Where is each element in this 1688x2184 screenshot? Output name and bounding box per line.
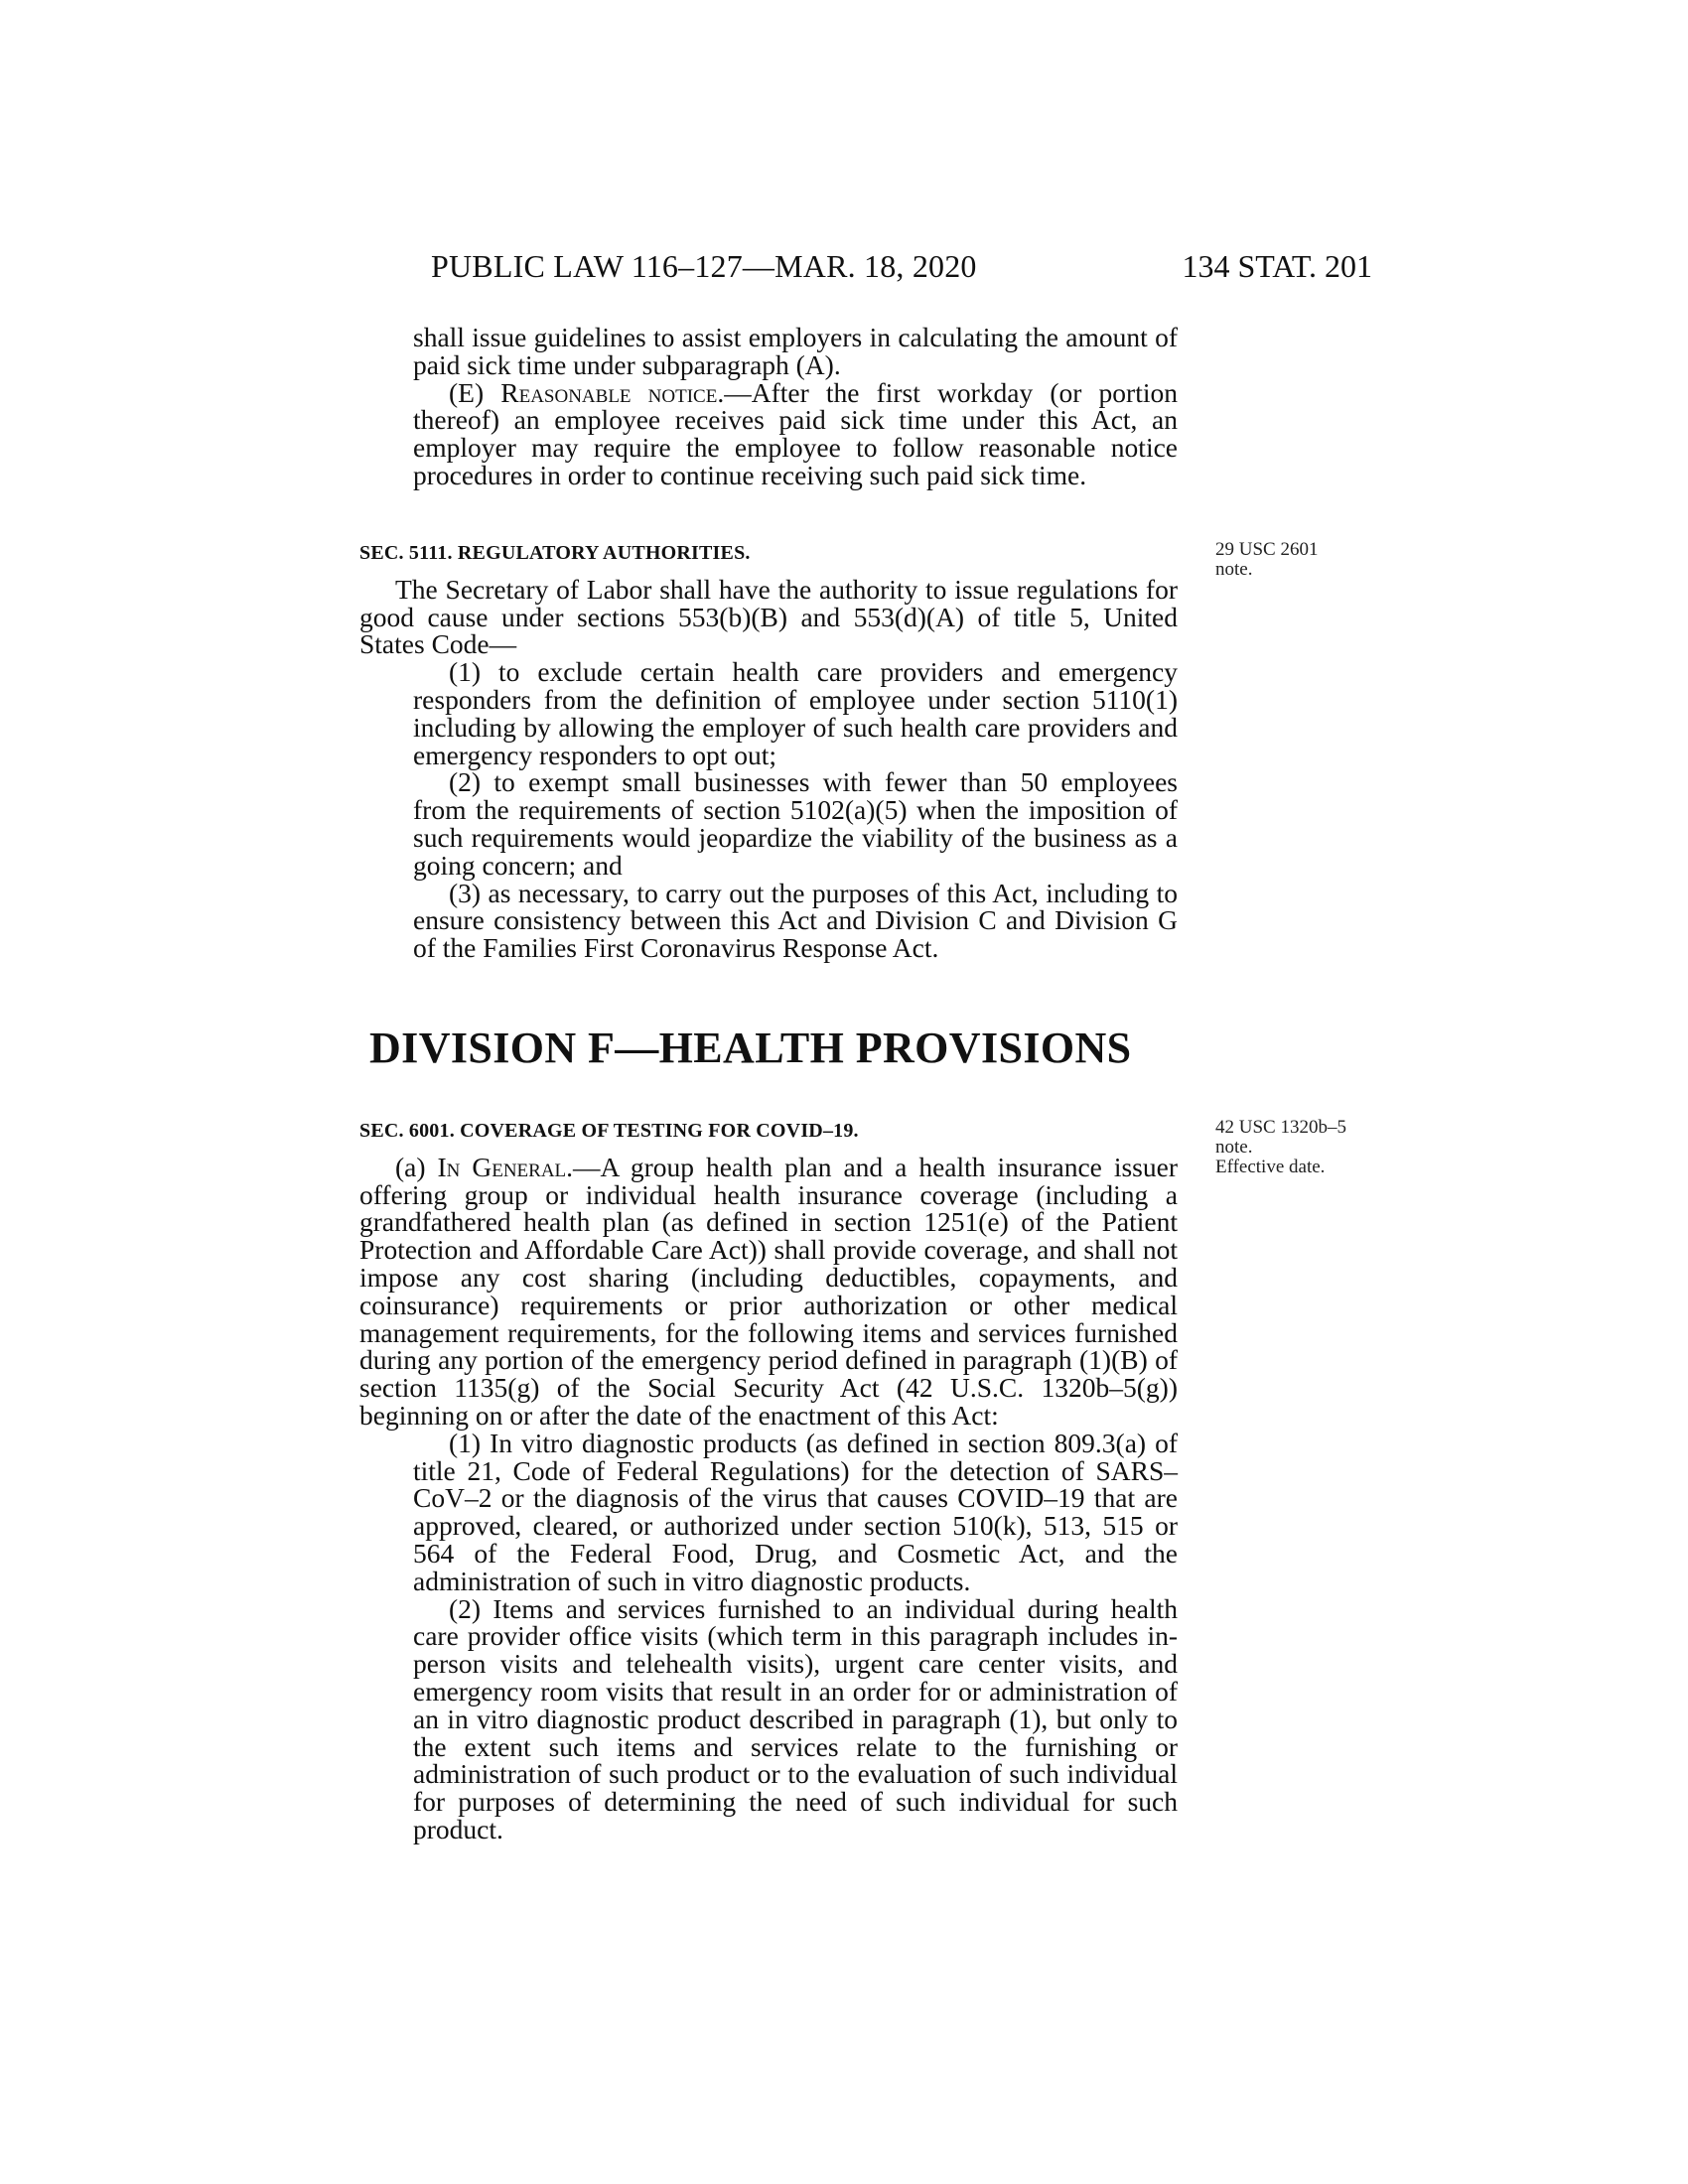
subsection-a: [359, 1151, 1178, 1431]
margin-note: [1215, 1118, 1346, 1177]
paragraph-text: .—A group health plan and a health insurance issuer offering group or individual health insurance coverage (including a grandfathered health plan (as defined in section 1251(e) of the Patient Protection and Affordable Care Act)) shall provide coverage, and shall not impose any cost sharing (including deductibles, copayments, and coinsurance) requirements or prior authorization or other medical management requirements, for the following items and services furnished during any portion of the emergency period defined in paragraph (1)(B) of section 1135(g) of the Social Security Act (42 U.S.C. 1320b–5(g)) beginning on or after the date of the enactment of this Act:: [359, 1151, 1178, 1431]
list-item: (2) Items and services furnished to an individual during health care provider office visits (which term in this paragraph includes in-person visits and telehealth visits), urgent care center visits, and emergency room visits that result in an order for or administration of an in vitro diagnostic product described in paragraph (1), but only to the extent such items and services relate to the furnishing or administration of such product or to the evaluation of such individual for purposes of determining the need of such individual for such product.: [413, 1592, 1178, 1844]
margin-note-effective-date: Effective date.: [1215, 1157, 1326, 1177]
section-intro: The Secretary of Labor shall have the authority to issue regulations for good cause under sections 553(b)(B) and 553(d)(A) of title 5, United States Code—: [359, 573, 1178, 660]
page-number: 134 STAT. 201: [1182, 248, 1372, 284]
section-heading: SEC. 5111. REGULATORY AUTHORITIES.: [359, 542, 751, 564]
section-6001: [359, 1118, 1178, 1843]
section-heading: SEC. 6001. COVERAGE OF TESTING FOR COVID–19.: [359, 1120, 859, 1142]
margin-note-label: note.: [1215, 1137, 1253, 1158]
margin-note-citation: 29 USC 2601: [1215, 539, 1319, 560]
paragraph-lead: (a): [395, 1151, 438, 1182]
margin-note-label: note.: [1215, 559, 1253, 580]
paragraph-heading: Reasonable notice: [500, 376, 718, 408]
margin-note-citation: 42 USC 1320b–5: [1215, 1117, 1346, 1138]
division-title: DIVISION F—HEALTH PROVISIONS: [369, 1024, 1132, 1072]
paragraph-text: .—After the first workday (or portion thereof) an employee receives paid sick time under this Act, an employer may require the employee to follow reasonable notice procedures in order to continue receiving such paid sick time.: [413, 376, 1178, 490]
continuation-paragraph: shall issue guidelines to assist employers in calculating the amount of paid sick time under subparagraph (A).: [413, 322, 1178, 380]
margin-note: [1215, 540, 1318, 580]
running-header-title: PUBLIC LAW 116–127—MAR. 18, 2020: [431, 248, 977, 284]
paragraph-lead: (E): [449, 376, 501, 408]
list-item: (3) as necessary, to carry out the purposes of this Act, including to ensure consistency between this Act and Division C and Division G of the Families First Coronavirus Response Act.: [413, 877, 1178, 964]
section-5111: [359, 540, 1178, 962]
continuation-block: [413, 324, 1178, 489]
list-item: (1) In vitro diagnostic products (as defined in section 809.3(a) of title 21, Code of Federal Regulations) for the detection of SARS–CoV–2 or the diagnosis of the virus that causes COVID–19 that are approved, cleared, or authorized under section 510(k), 513, 515 or 564 of the Federal Food, Drug, and Cosmetic Act, and the administration of such in vitro diagnostic products.: [413, 1427, 1178, 1596]
reasonable-notice-paragraph: [413, 376, 1178, 490]
list-item: (2) to exempt small businesses with fewer than 50 employees from the requirements of section 5102(a)(5) when the imposition of such requirements would jeopardize the viability of the business as a going concern; and: [413, 766, 1178, 881]
paragraph-heading: In General: [437, 1151, 567, 1182]
list-item: (1) to exclude certain health care providers and emergency responders from the definition of employee under section 5110(1) including by allowing the employer of such health care providers and emergency responders to opt out;: [413, 656, 1178, 770]
